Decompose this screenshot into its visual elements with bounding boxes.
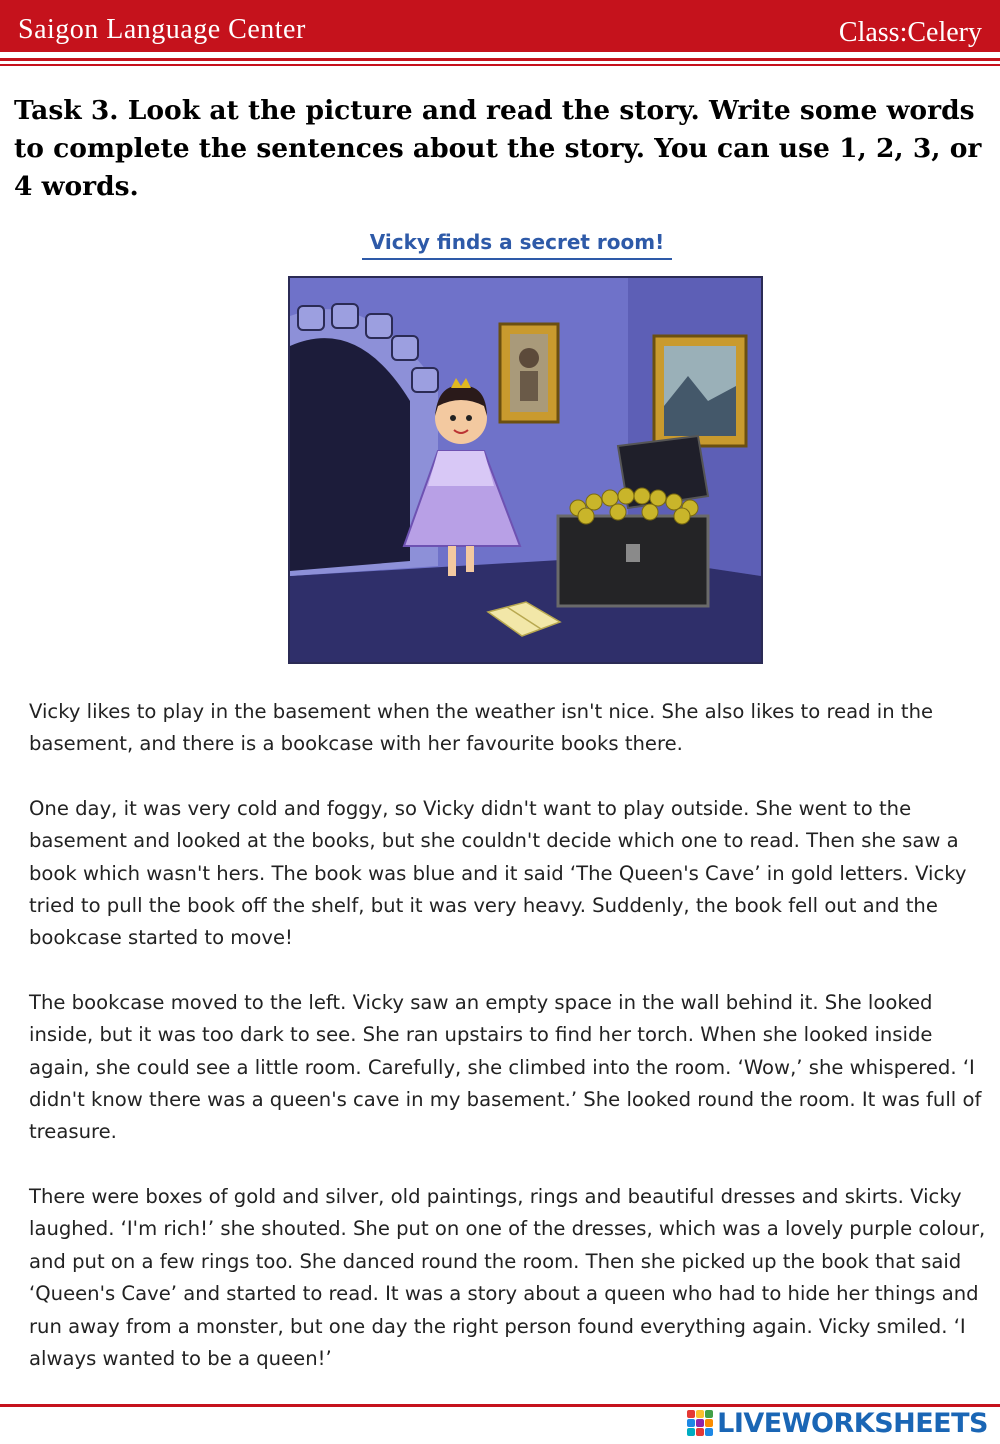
center-name: Saigon Language Center bbox=[18, 14, 306, 45]
story-title: Vicky finds a secret room! bbox=[362, 230, 672, 260]
story-paragraph-1: Vicky likes to play in the basement when the weather isn't nice. She also likes to read in the basement, and there is a bookcase with her favourite books there. bbox=[29, 700, 934, 756]
story-paragraph-4: There were boxes of gold and silver, old paintings, rings and beautiful dresses and skirts. Vicky laughed. ‘I'm rich!’ she shouted. She put on one of the dresses, which was a lovely purple colour, and put on a few rings too. She danced round the room. Then she picked up the book that said ‘Queen's Cave’ and started to read. It was a story about a queen who had to hide her things and run away from a monster, but one day the right person found everything again. Vicky smiled. ‘I always wanted to be a queen!’ bbox=[29, 1184, 986, 1370]
story-illustration bbox=[288, 276, 763, 664]
class-label: Class:Celery bbox=[838, 17, 982, 48]
header-divider bbox=[0, 58, 1000, 61]
logo-text: LIVEWORKSHEETS bbox=[717, 1407, 988, 1439]
story-paragraph-3: The bookcase moved to the left. Vicky saw an empty space in the wall behind it. She looked inside, but it was too dark to see. She ran upstairs to find her torch. When she looked inside again, she could see a little room. Carefully, she climbed into the room. ‘Wow,’ she whispered. ‘I didn't know there was a queen's cave in my basement.’ She looked round the room. It was full of treasure. bbox=[29, 990, 982, 1144]
task-instruction: Task 3. Look at the picture and read the story. Write some words to complete the sentences about the story. You can use 1, 2, 3, or 4 words. bbox=[14, 95, 982, 202]
story-paragraph-2: One day, it was very cold and foggy, so Vicky didn't want to play outside. She went to the basement and looked at the books, but she couldn't decide which one to read. Then she saw a book which wasn't hers. The book was blue and it said ‘The Queen's Cave’ in gold letters. Vicky tried to pull the book off the shelf, but it was very heavy. Suddenly, the book fell out and the bookcase started to move! bbox=[29, 796, 967, 950]
logo-grid-icon bbox=[687, 1410, 713, 1436]
header-divider-thin bbox=[0, 64, 1000, 66]
liveworksheets-logo bbox=[687, 1406, 988, 1440]
story-text bbox=[29, 696, 991, 1407]
header-bar bbox=[0, 0, 1000, 52]
